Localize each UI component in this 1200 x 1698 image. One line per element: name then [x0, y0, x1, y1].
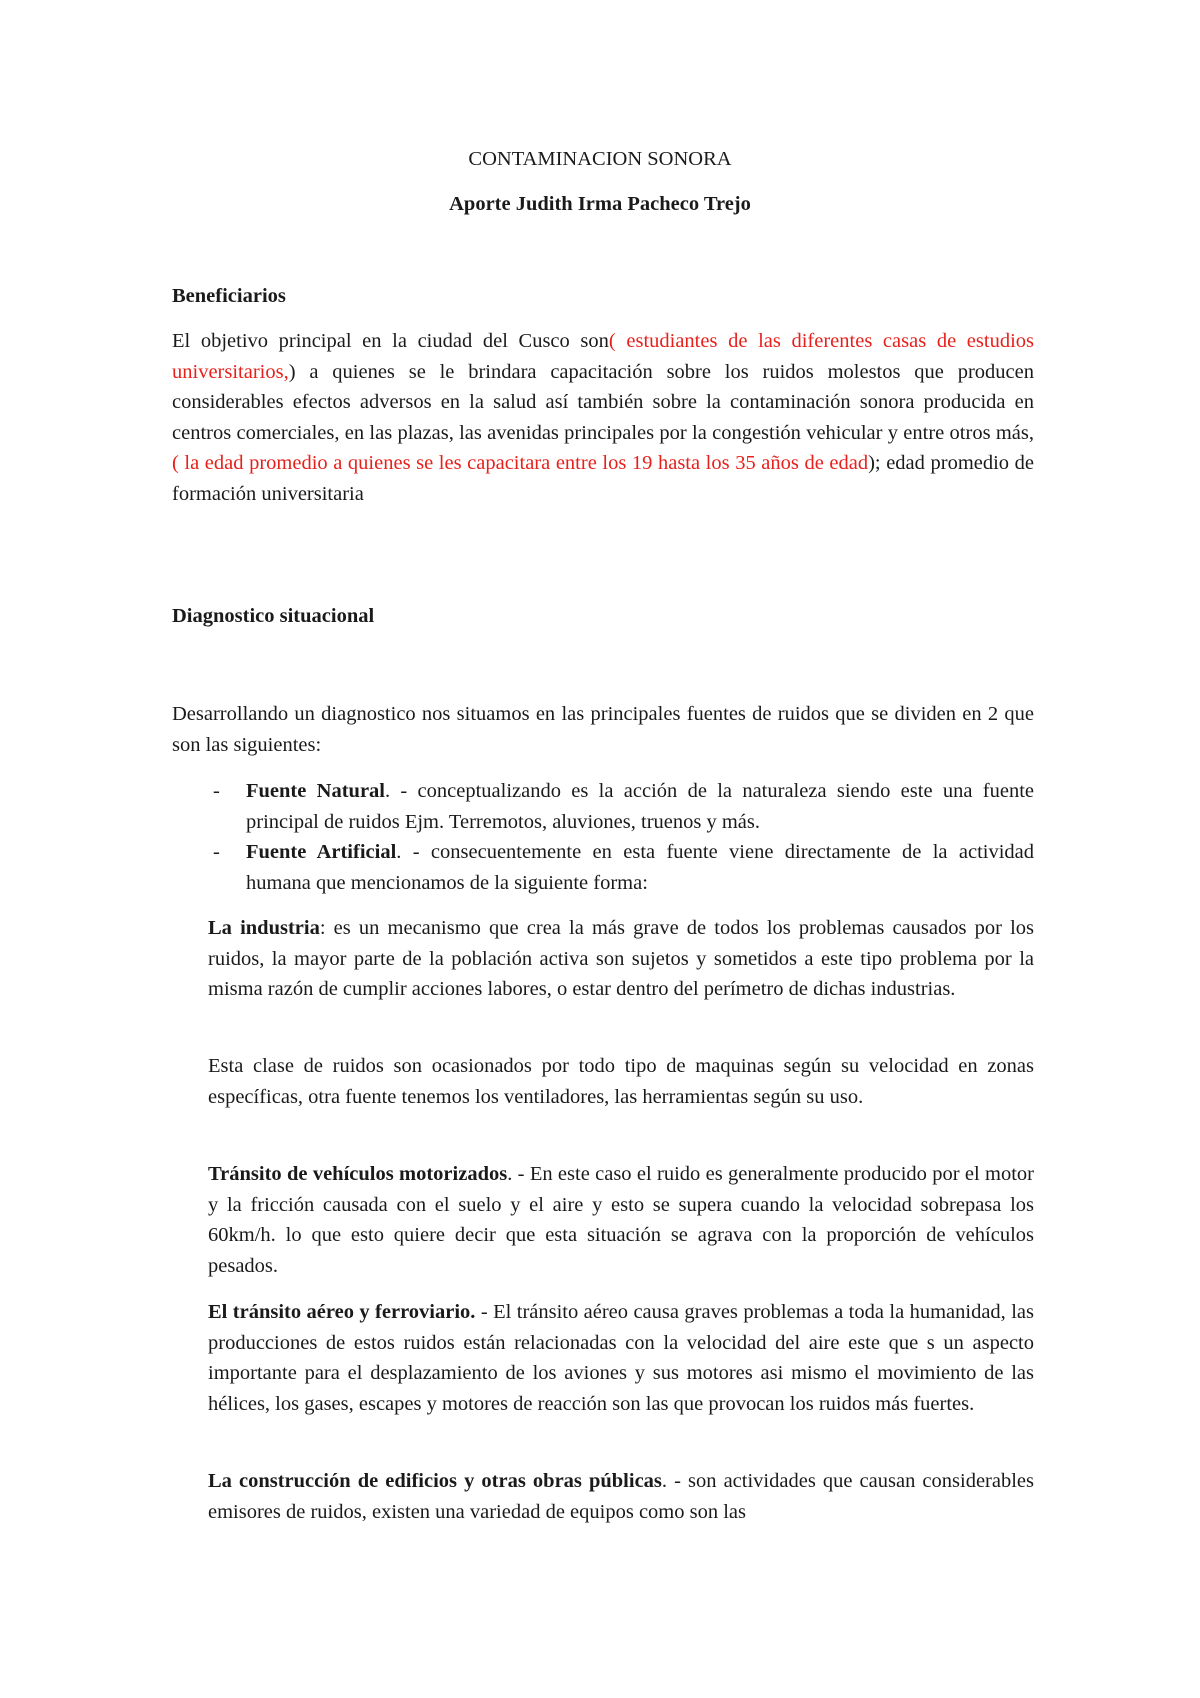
- paragraph-text: ) a quienes se le brindara capacitación sobre los ruidos molestos que producen considerables efectos adversos en la salud así también sobre la contaminación sonora producida en centros comerciales, en las plazas, las avenidas principales por la congestión vehicular y entre otros más,: [172, 360, 1034, 444]
- paragraph-text: : es un mecanismo que crea la más grave de todos los problemas causados por los ruidos, la mayor parte de la población activa son sujetos y sometidos a este tipo problema por la misma razón de cumplir acciones labores, o estar dentro del perímetro de dichas industrias.: [208, 917, 1035, 1000]
- construccion-paragraph: [208, 1466, 1034, 1527]
- list-bullet: -: [213, 841, 220, 863]
- paragraph-label: El tránsito aéreo y ferroviario.: [208, 1301, 476, 1323]
- document-title: CONTAMINACION SONORA: [468, 148, 732, 170]
- paragraph-text: . - En este caso el ruido es generalmente producido por el motor y la fricción causada con el suelo y el aire y esto se supera cuando la velocidad sobrepasa los 60km/h. lo que esto quiere decir que esta situación se agrava con la proporción de vehículos pesados.: [208, 1163, 1034, 1277]
- list-item-label: Fuente Artificial: [246, 841, 397, 863]
- highlight-text-red: ( estudiantes de las diferentes casas de estudios universitarios,: [172, 330, 1034, 383]
- paragraph-text: ); edad promedio de formación universitaria: [172, 452, 1034, 505]
- highlight-text-red: ( la edad promedio a quienes se les capacitara entre los 19 hasta los 35 años de edad: [172, 452, 869, 474]
- beneficiarios-paragraph: [172, 326, 1034, 509]
- paragraph-text: . - son actividades que causan considerables emisores de ruidos, existen una variedad de equipos como son las: [208, 1470, 1034, 1523]
- list-item-fuente-artificial: [246, 837, 1034, 898]
- transito-paragraph: [208, 1159, 1034, 1281]
- paragraph-text: El objetivo principal en la ciudad del Cusco son: [172, 330, 609, 352]
- diagnostico-intro: Desarrollando un diagnostico nos situamos en las principales fuentes de ruidos que se dividen en 2 que son las siguientes:: [172, 703, 1034, 756]
- section-heading-beneficiarios: Beneficiarios: [172, 285, 286, 307]
- industria-paragraph: [208, 913, 1034, 1005]
- aereo-paragraph: [208, 1297, 1034, 1419]
- document-author: Aporte Judith Irma Pacheco Trejo: [449, 193, 751, 215]
- paragraph-label: Tránsito de vehículos motorizados: [208, 1163, 508, 1185]
- paragraph-label: La construcción de edificios y otras obras públicas: [208, 1470, 662, 1492]
- list-item-fuente-natural: [246, 776, 1034, 837]
- list-item-text: . - consecuentemente en esta fuente viene directamente de la actividad humana que mencionamos de la siguiente forma:: [246, 841, 1035, 894]
- list-bullet: -: [213, 780, 220, 802]
- paragraph-text: - El tránsito aéreo causa graves problemas a toda la humanidad, las producciones de estos ruidos están relacionadas con la velocidad del aire este que s un aspecto importante para el desplazamiento de los aviones y sus motores asi mismo el movimiento de las hélices, los gases, escapes y motores de reacción son las que provocan los ruidos más fuertes.: [208, 1301, 1034, 1415]
- list-item-text: . - conceptualizando es la acción de la naturaleza siendo este una fuente principal de ruidos Ejm. Terremotos, aluviones, truenos y más.: [246, 780, 1034, 833]
- section-heading-diagnostico: Diagnostico situacional: [172, 605, 375, 627]
- paragraph-label: La industria: [208, 917, 320, 939]
- list-item-label: Fuente Natural: [246, 780, 385, 802]
- industria-paragraph-2: Esta clase de ruidos son ocasionados por todo tipo de maquinas según su velocidad en zonas específicas, otra fuente tenemos los ventiladores, las herramientas según su uso.: [208, 1055, 1034, 1108]
